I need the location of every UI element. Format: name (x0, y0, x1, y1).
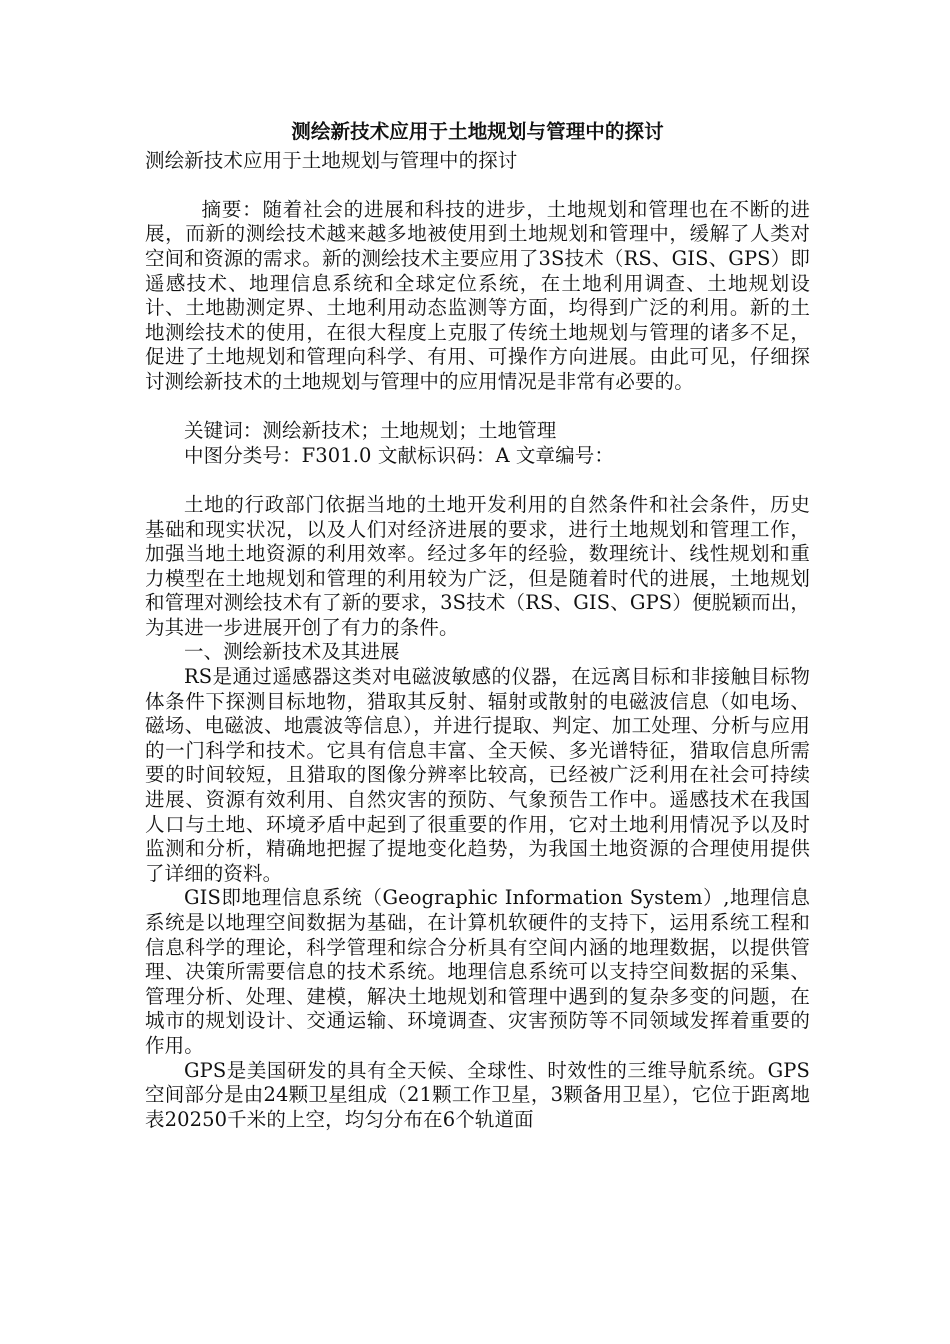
rs-paragraph: RS是通过遥感器这类对电磁波敏感的仪器，在远离目标和非接触目标物体条件下探测目标地物，猎取其反射、辐射或散射的电磁波信息（如电场、磁场、电磁波、地震波等信息），并进行提取、判定、加工处理、分析与应用的一门科学和技术。它具有信息丰富、全天候、多光谱特征，猎取信息所需要的时间较短，且猎取的图像分辨率比较高，已经被广泛利用在社会可持续进展、资源有效利用、自然灾害的预防、气象预告工作中。遥感技术在我国人口与土地、环境矛盾中起到了很重要的作用，它对土地利用情况予以及时监测和分析，精确地把握了提地变化趋势，为我国土地资源的合理使用提供了详细的资料。 (145, 665, 810, 885)
document-subtitle: 测绘新技术应用于土地规划与管理中的探讨 (145, 148, 518, 172)
gis-paragraph: GIS即地理信息系统（Geographic Information System）,地理信息系统是以地理空间数据为基础，在计算机软硬件的支持下，运用系统工程和信息科学的理论，科学管理和综合分析具有空间内涵的地理数据，以提供管理、决策所需要信息的技术系统。地理信息系统可以支持空间数据的采集、管理分析、处理、建模，解决土地规划和管理中遇到的复杂多变的问题，在城市的规划设计、交通运输、环境调查、灾害预防等不同领域发挥着重要的作用。 (145, 886, 810, 1057)
keywords-line: 关键词：测绘新技术；土地规划；土地管理 (184, 419, 557, 443)
gps-paragraph: GPS是美国研发的具有全天候、全球性、时效性的三维导航系统。GPS空间部分是由24颗卫星组成（21颗工作卫星，3颗备用卫星），它位于距离地表20250千米的上空，均匀分布在6个轨道面 (145, 1058, 810, 1131)
document-title: 测绘新技术应用于土地规划与管理中的探讨 (291, 120, 664, 143)
spacer (145, 173, 810, 198)
intro-paragraph: 土地的行政部门依据当地的土地开发利用的自然条件和社会条件，历史基础和现实状况，以及人们对经济进展的要求，进行土地规划和管理工作，加强当地土地资源的利用效率。经过多年的经验，数理统计、线性规划和重力模型在土地规划和管理的利用较为广泛，但是随着时代的进展，土地规划和管理对测绘技术有了新的要求，3S技术（RS、GIS、GPS）便脱颖而出，为其进一步进展开创了有力的条件。 (145, 492, 810, 639)
document-page (145, 120, 810, 1132)
spacer (145, 395, 810, 420)
section-heading: 一、测绘新技术及其进展 (184, 640, 400, 664)
abstract-paragraph: 摘要：随着社会的进展和科技的进步，土地规划和管理也在不断的进展，而新的测绘技术越来越多地被使用到土地规划和管理中，缓解了人类对空间和资源的需求。新的测绘技术主要应用了3S技术（RS、GIS、GPS）即遥感技术、地理信息系统和全球定位系统，在土地利用调查、土地规划设计、土地勘测定界、土地利用动态监测等方面，均得到广泛的利用。新的土地测绘技术的使用，在很大程度上克服了传统土地规划与管理的诸多不足，促进了土地规划和管理向科学、有用、可操作方向进展。由此可见，仔细探讨测绘新技术的土地规划与管理中的应用情况是非常有必要的。 (145, 197, 810, 393)
spacer (145, 468, 810, 493)
classification-line: 中图分类号：F301.0 文献标识码：A 文章编号： (184, 443, 614, 467)
